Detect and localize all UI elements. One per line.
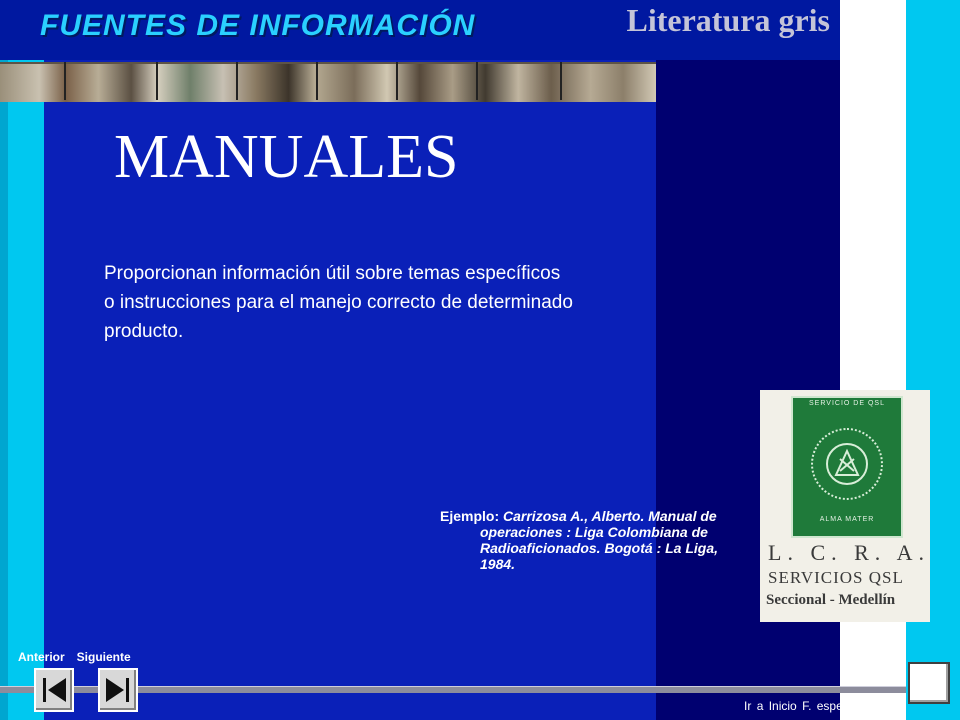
nav-labels: [18, 650, 143, 664]
seal-inner-ring: [826, 443, 868, 485]
link-a[interactable]: a: [756, 699, 764, 713]
footer-links: [744, 699, 877, 713]
stamp-ink-text: [764, 540, 930, 609]
photo-divider: [64, 62, 66, 100]
stamp-top-label: SERVICIO DE QSL: [809, 400, 885, 407]
section-title: Literatura gris: [626, 2, 830, 38]
bar-icon: [43, 678, 46, 702]
photo-divider: [560, 62, 562, 100]
stamp-line-3: Seccional - Medellín: [766, 592, 896, 608]
next-button[interactable]: [98, 668, 138, 712]
next-icon: [106, 678, 124, 702]
previous-icon: [48, 678, 66, 702]
header-logo: FUENTES DE INFORMACIÓN: [40, 9, 476, 42]
content-panel: [44, 0, 656, 720]
description-text: Proporcionan información útil sobre temas específicos o instrucciones para el manejo correcto de determinado producto.: [104, 263, 573, 342]
photo-divider: [396, 62, 398, 100]
link-ir[interactable]: Ir: [744, 699, 752, 713]
photo-divider: [476, 62, 478, 100]
seal-emblem-icon: [828, 445, 866, 483]
end-button[interactable]: [908, 662, 950, 704]
photo-divider: [236, 62, 238, 100]
stamp-line-1: L. C. R. A.: [768, 540, 930, 565]
example-citation: [440, 508, 740, 572]
stamp-line-2: SERVICIOS QSL: [768, 568, 904, 587]
stamp-bottom-label: ALMA MATER: [819, 516, 875, 523]
link-inicio[interactable]: Inicio: [768, 699, 797, 713]
photo-banner: [0, 62, 656, 102]
next-label[interactable]: Siguiente: [76, 650, 131, 664]
prev-label[interactable]: Anterior: [18, 650, 65, 664]
previous-button[interactable]: [34, 668, 74, 712]
photo-divider: [316, 62, 318, 100]
left-edge-strip: [0, 0, 8, 720]
page-title: MANUALES: [114, 123, 459, 191]
photo-divider: [156, 62, 158, 100]
bar-icon: [126, 678, 129, 702]
example-label: Ejemplo:: [440, 508, 500, 524]
link-especificas[interactable]: F. específicas: [802, 699, 877, 713]
example-reference: Carrizosa A., Alberto. Manual de operaciones : Liga Colombiana de Radioaficionados. Bogotá : La Liga, 1984.: [480, 508, 719, 572]
